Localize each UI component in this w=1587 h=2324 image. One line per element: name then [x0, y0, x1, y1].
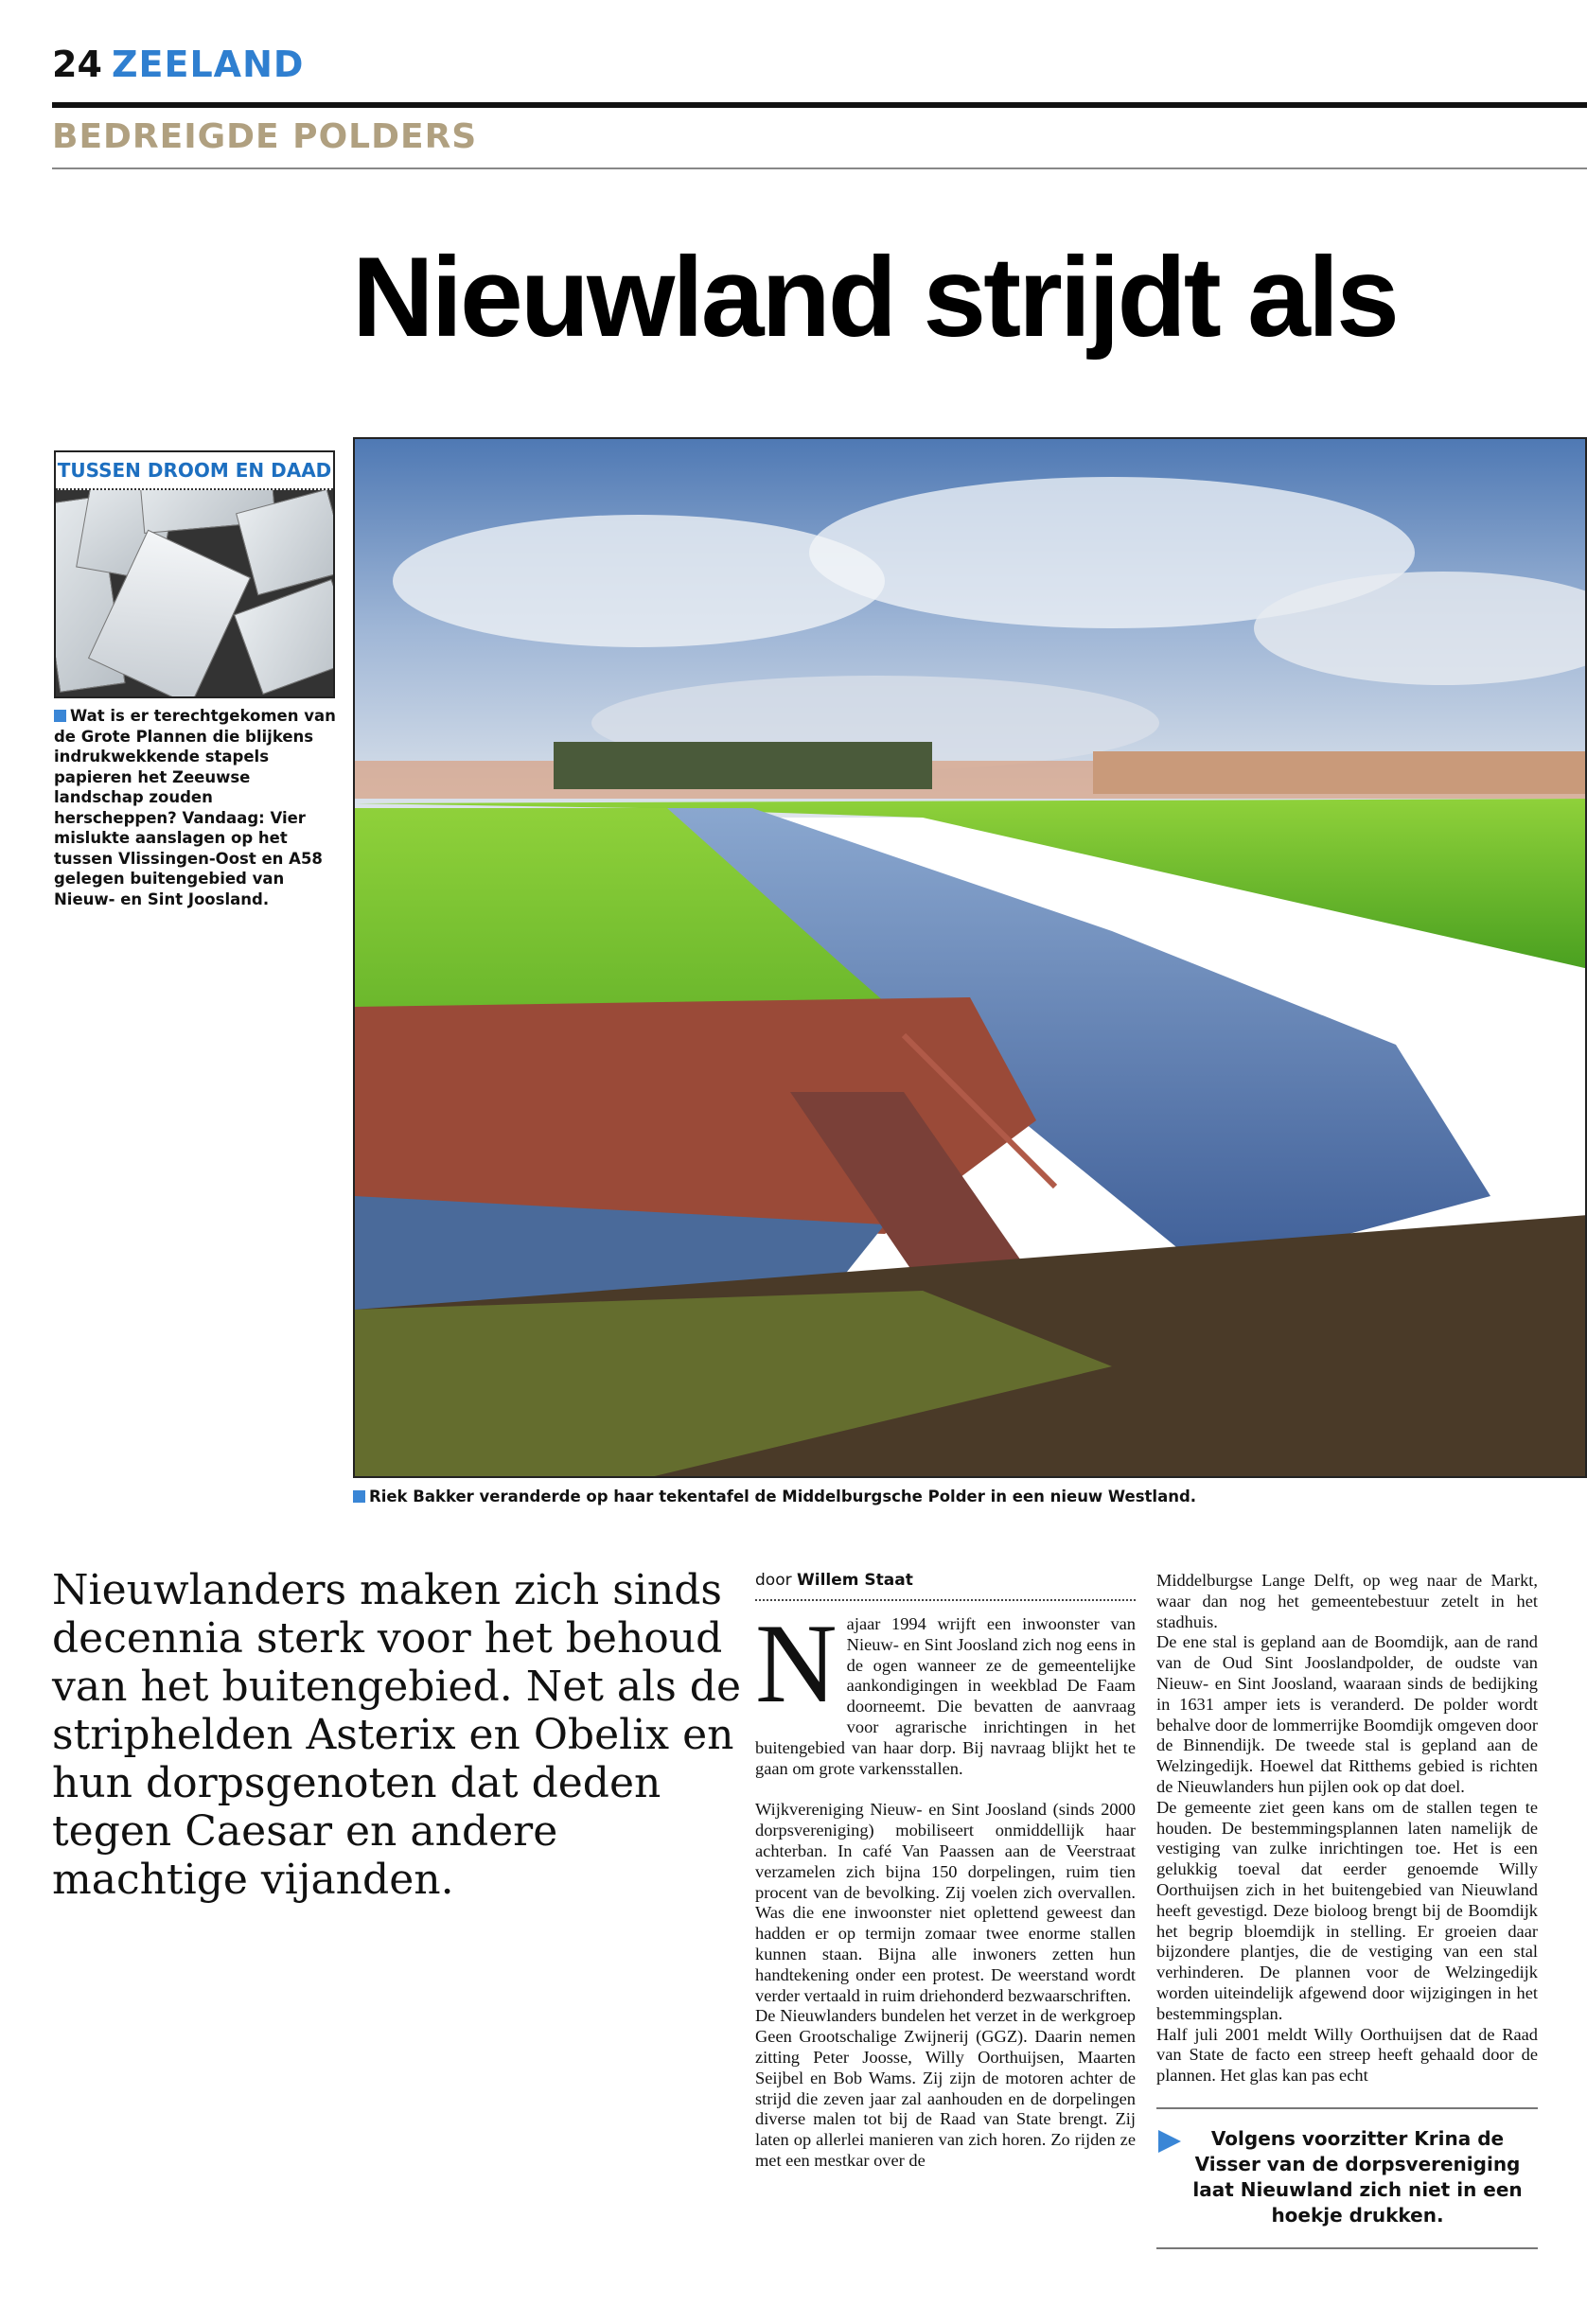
polder-photo-graphic — [355, 439, 1587, 1478]
author-name: Willem Staat — [797, 1571, 913, 1590]
series-intro-text: Wat is er terechtgekomen van de Grote Plannen die blijkens indrukwekkende stapels papieren het Zeeuwse landschap zouden herscheppen? Vandaag: Vier mislukte aanslagen op het tussen Vlissingen-Oost en A58 gelegen buitengebied van Nieuw- en Sint Joosland. — [54, 707, 336, 908]
drop-cap: N — [755, 1600, 838, 1726]
kicker: BEDREIGDE POLDERS — [52, 117, 478, 156]
series-title: TUSSEN DROOM EN DAAD — [56, 452, 333, 490]
square-bullet-icon — [54, 710, 66, 722]
paragraph: De Nieuwlanders bundelen het verzet in de werkgroep Geen Grootschalige Zwijnerij (GGZ). Daarin nemen zitting Peter Joosse, Willy Oorthuijsen, Maarten Seijbel en Bob Wams. Zij zijn de motoren achter de strijd die zeven jaar zal aanhouden en de dorpelingen diverse malen tot bij de Raad van State brengt. Zij laten op allerlei manieren van zich horen. Zo rijden ze met een mestkar over de — [755, 2006, 1136, 2170]
landscape-photo — [353, 437, 1587, 1478]
photo-caption-text: Riek Bakker veranderde op haar tekentafel de Middelburgsche Polder in een nieuw Westland. — [369, 1488, 1197, 1505]
page-number: 24 — [52, 44, 102, 85]
bricks-photo — [56, 490, 333, 696]
byline: door Willem Staat — [755, 1571, 1136, 1601]
paragraph: De ene stal is gepland aan de Boomdijk, aan de rand van de Oud Sint Jooslandpolder, de oudste van Nieuw- en Sint Joosland, waaraan sinds de bedijking in 1631 amper iets is veranderd. De polder wordt behalve door de lommerrijke Boomdijk omgeven door de Binnendijk. De tweede stal is gepland aan de Welzingedijk. Hoewel dat Ritthems gebied is richten de Nieuwlanders hun pijlen ook op dat doel. — [1156, 1632, 1538, 1796]
paragraph: De gemeente ziet geen kans om de stallen tegen te houden. De bestemmingsplannen laten namelijk de vestiging van zulke inrichtingen toe. Het is een gelukkig toeval dat eerder genoemde Willy Oorthuijsen zich in het buitengebied van Nieuwland heeft gevestigd. Deze bioloog brengt bij de Boomdijk het begrip bloemdijk in stelling. Er groeien daar bijzondere plantjes, die de vestiging van een stal verhinderen. De plannen voor de Welzingedijk worden uiteindelijk afgewend door wijzigingen in het bestemmingsplan. — [1156, 1797, 1538, 2023]
series-box — [54, 450, 335, 698]
photo-caption — [353, 1488, 1196, 1505]
headline: Nieuwland strijdt als — [352, 234, 1397, 361]
pull-quote-box — [1156, 2107, 1538, 2249]
triangle-arrow-icon — [1158, 2130, 1181, 2153]
paragraph: Wijkvereniging Nieuw- en Sint Joosland (sinds 2000 dorpsvereniging) mobiliseert onmiddellijk haar achterban. In café Van Paassen aan de Veerstraat verzamelen zich bijna 150 dorpelingen, ruim tien procent van de bevolking. Zij voelen zich overvallen. Was die ene inwoonster niet oplettend geweest dan hadden er op termijn zomaar twee enorme stallen kunnen staan. Bijna alle inwoners zetten hun handtekening onder een protest. De weerstand wordt verder vertaald in ruim driehonderd bezwaarschriften. — [755, 1800, 1136, 2005]
paragraph: Najaar 1994 wrijft een inwoonster van Nieuw- en Sint Joosland zich nog eens in de ogen wanneer ze de gemeentelijke aankondigingen in weekblad De Faam doorneemt. Die bevatten de aanvraag voor agrarische inrichtingen in het buitengebied van haar dorp. Bij navraag blijkt het te gaan om grote varkensstallen. — [755, 1600, 1136, 1778]
article-column-1 — [755, 1571, 1136, 2172]
paragraph: Half juli 2001 meldt Willy Oorthuijsen dat de Raad van State de facto een streep heeft gehaald door de plannen. Het glas kan pas echt — [1156, 2024, 1538, 2086]
kicker-rule — [52, 167, 1587, 169]
square-bullet-icon — [353, 1490, 365, 1503]
series-intro — [54, 706, 338, 909]
header-rule — [52, 102, 1587, 108]
article-column-2 — [1156, 1571, 1538, 2249]
pull-quote: Volgens voorzitter Krina de Visser van de dorpsvereniging laat Nieuwland zich niet in een hoekje drukken. — [1192, 2126, 1523, 2227]
paragraph: Middelburgse Lange Delft, op weg naar de Markt, waar dan nog het gemeentebestuur zetelt in het stadhuis. — [1156, 1571, 1538, 1631]
intro-paragraph: Nieuwlanders maken zich sinds decennia sterk voor het behoud van het buitengebied. Net als de striphelden Asterix en Obelix en hun dorpsgenoten dat deden tegen Caesar en andere machtige vijanden. — [52, 1566, 741, 1904]
section-title: ZEELAND — [112, 44, 305, 85]
